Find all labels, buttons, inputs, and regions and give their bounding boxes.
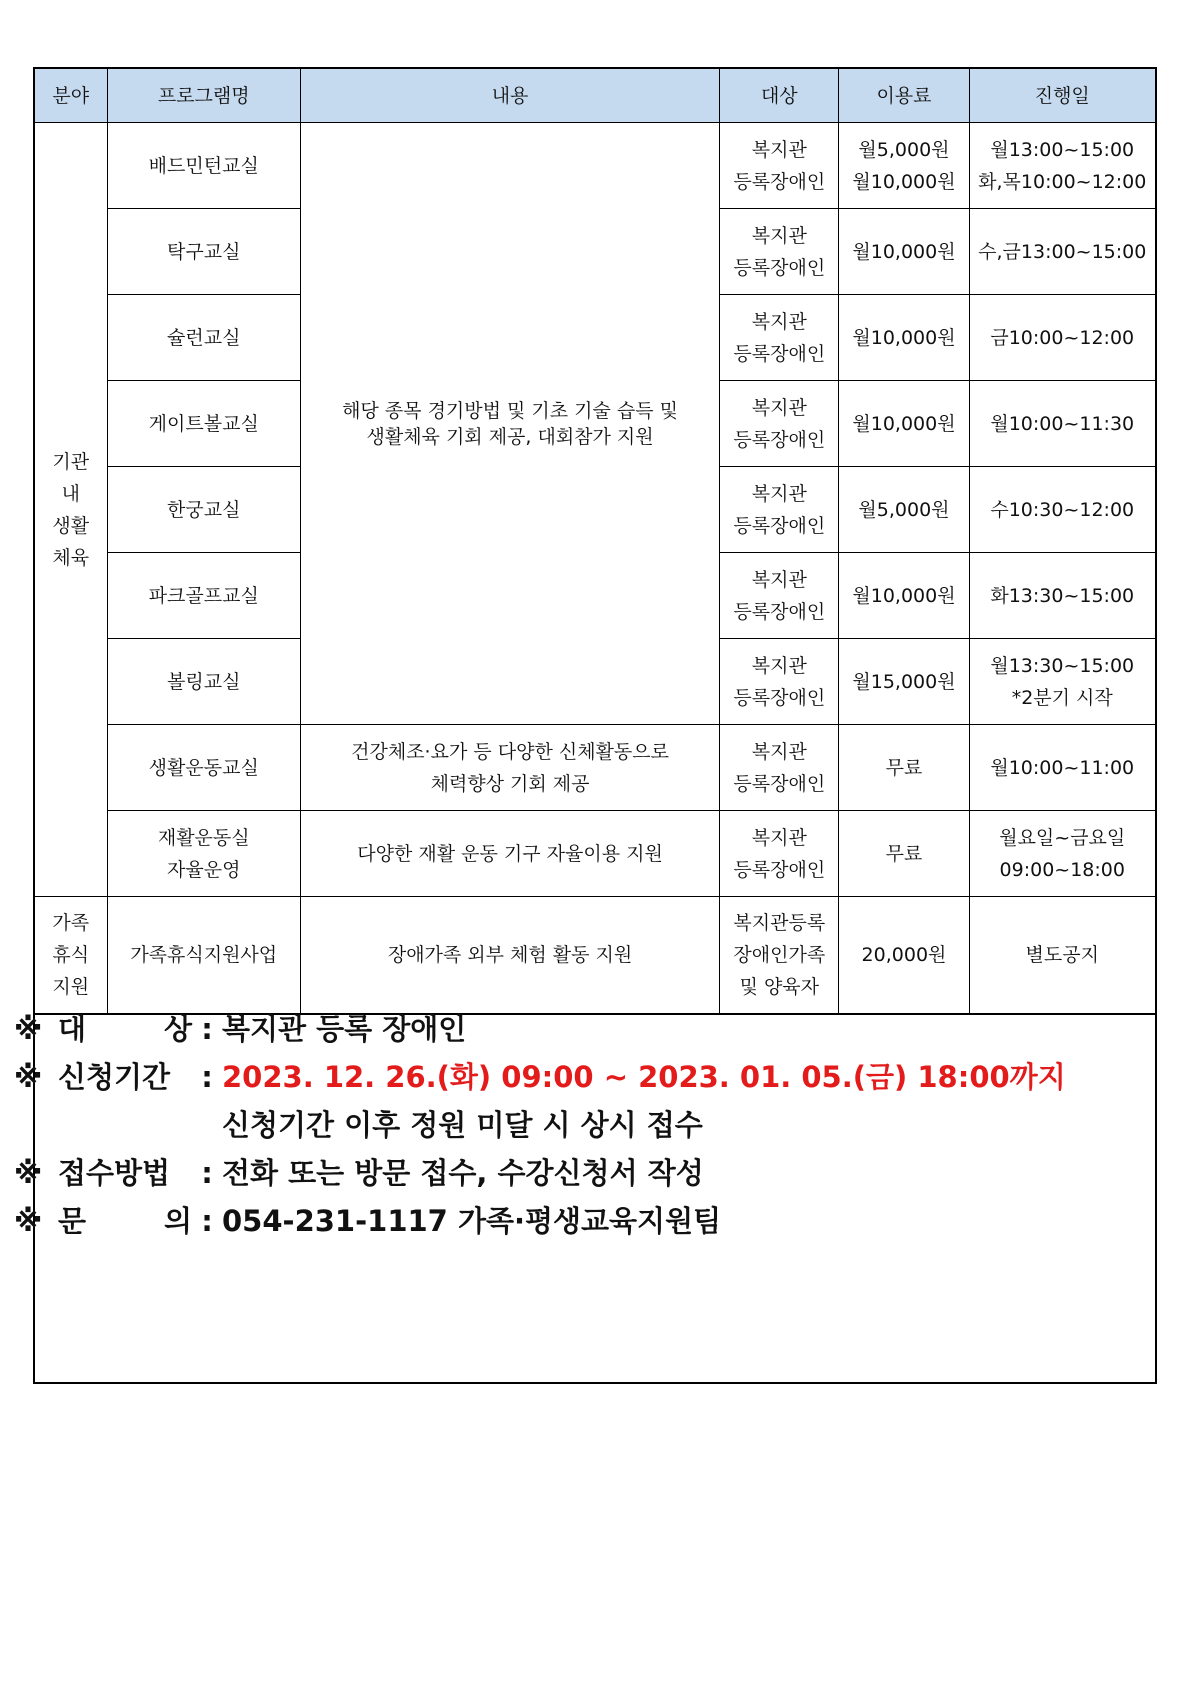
program-name-cell — [107, 553, 300, 639]
schedule-cell — [969, 553, 1155, 639]
schedule-line: 월요일~금요일 — [999, 826, 1126, 849]
schedule-cell — [969, 897, 1155, 1014]
fee-cell — [839, 639, 969, 725]
table-row — [35, 725, 1155, 811]
fee-cell — [839, 811, 969, 897]
reference-mark: ※ — [14, 1060, 43, 1094]
field-line: 내 — [61, 482, 80, 505]
note-label-part: 문 — [58, 1204, 87, 1238]
target-cell — [720, 897, 839, 1014]
fee-line: 월5,000원 — [858, 498, 950, 521]
program-name: 배드민턴교실 — [148, 154, 259, 177]
target-line: 복지관 — [751, 396, 807, 419]
schedule-cell — [969, 639, 1155, 725]
fee-line: 월10,000원 — [852, 326, 956, 349]
fee-cell — [839, 467, 969, 553]
program-name-cell — [107, 811, 300, 897]
fee-cell — [839, 123, 969, 209]
target-line: 등록장애인 — [733, 428, 826, 451]
note-label: 신청기간 — [58, 1060, 171, 1094]
program-name-cell — [107, 897, 300, 1014]
content-cell — [300, 811, 719, 897]
schedule-cell — [969, 811, 1155, 897]
note-target — [14, 1005, 1104, 1053]
target-line: 복지관 — [751, 482, 807, 505]
note-period — [14, 1053, 1104, 1101]
schedule-cell — [969, 123, 1155, 209]
notes-section — [14, 1005, 1104, 1245]
program-name: 생활운동교실 — [148, 756, 259, 779]
schedule-line: 수10:30~12:00 — [990, 498, 1135, 521]
note-colon: : — [201, 1156, 213, 1190]
content-line: 해당 종목 경기방법 및 기초 기술 습득 및 — [342, 399, 679, 422]
schedule-line: 수,금13:00~15:00 — [978, 240, 1147, 263]
fee-line: 월10,000원 — [852, 240, 956, 263]
schedule-cell — [969, 295, 1155, 381]
program-name: 자율운영 — [167, 858, 241, 881]
note-label — [58, 1197, 192, 1245]
content-line: 생활체육 기회 제공, 대회참가 지원 — [366, 425, 654, 448]
inquiry-phone-value: 054-231-1117 가족·평생교육지원팀 — [222, 1204, 722, 1238]
reference-mark: ※ — [14, 1156, 43, 1190]
table-row — [35, 811, 1155, 897]
target-cell — [720, 209, 839, 295]
program-name: 재활운동실 — [157, 826, 250, 849]
target-cell — [720, 811, 839, 897]
program-name: 게이트볼교실 — [148, 412, 259, 435]
note-label: 접수방법 — [58, 1156, 171, 1190]
schedule-cell — [969, 381, 1155, 467]
target-cell — [720, 639, 839, 725]
field-cell-family-rest — [35, 897, 107, 1014]
note-label-part: 상 — [163, 1012, 192, 1046]
note-value: 전화 또는 방문 접수, 수강신청서 작성 — [222, 1156, 704, 1190]
program-name-cell — [107, 209, 300, 295]
target-line: 복지관등록 — [733, 911, 826, 934]
fee-cell — [839, 553, 969, 639]
schedule-line: 별도공지 — [1025, 943, 1099, 966]
target-line: 등록장애인 — [733, 256, 826, 279]
target-line: 복지관 — [751, 310, 807, 333]
schedule-line: 월10:00~11:30 — [990, 412, 1135, 435]
program-name: 볼링교실 — [167, 670, 241, 693]
header-target: 대상 — [720, 69, 839, 123]
fee-cell — [839, 295, 969, 381]
program-name-cell — [107, 295, 300, 381]
schedule-cell — [969, 209, 1155, 295]
target-line: 복지관 — [751, 740, 807, 763]
note-value: 신청기간 이후 정원 미달 시 상시 접수 — [222, 1108, 703, 1142]
fee-cell — [839, 381, 969, 467]
fee-line: 무료 — [885, 842, 923, 865]
schedule-line: 화,목10:00~12:00 — [978, 170, 1147, 193]
reference-mark: ※ — [14, 1012, 43, 1046]
note-colon: : — [201, 1060, 213, 1094]
program-table — [35, 69, 1155, 1015]
application-period-value: 2023. 12. 26.(화) 09:00 ~ 2023. 01. 05.(금) 18:00까지 — [222, 1060, 1066, 1094]
table-row-family-rest — [35, 897, 1155, 1014]
field-cell-in-house-sports — [35, 123, 107, 897]
note-label-part: 대 — [58, 1012, 87, 1046]
field-line: 휴식 — [52, 943, 90, 966]
note-value: 복지관 등록 장애인 — [222, 1012, 467, 1046]
content-cell — [300, 725, 719, 811]
header-program-name: 프로그램명 — [107, 69, 300, 123]
target-cell — [720, 553, 839, 639]
program-name: 슐런교실 — [167, 326, 241, 349]
target-cell — [720, 295, 839, 381]
schedule-cell — [969, 467, 1155, 553]
target-line: 복지관 — [751, 568, 807, 591]
schedule-line: *2분기 시작 — [1011, 686, 1113, 709]
target-line: 장애인가족 — [733, 943, 826, 966]
target-line: 등록장애인 — [733, 170, 826, 193]
header-fee: 이용료 — [839, 69, 969, 123]
note-method — [14, 1149, 1104, 1197]
fee-cell — [839, 725, 969, 811]
target-line: 및 양육자 — [739, 975, 820, 998]
fee-line: 20,000원 — [861, 943, 947, 966]
target-line: 등록장애인 — [733, 514, 826, 537]
field-line: 생활 — [52, 514, 90, 537]
note-label-part: 의 — [163, 1204, 192, 1238]
content-line: 건강체조·요가 등 다양한 신체활동으로 — [351, 740, 669, 763]
fee-line: 월10,000원 — [852, 412, 956, 435]
program-name: 탁구교실 — [167, 240, 241, 263]
target-cell — [720, 123, 839, 209]
schedule-line: 월13:30~15:00 — [990, 654, 1135, 677]
target-cell — [720, 725, 839, 811]
program-name-cell — [107, 639, 300, 725]
program-name-cell — [107, 467, 300, 553]
table-header-row — [35, 69, 1155, 123]
target-line: 복지관 — [751, 654, 807, 677]
program-name-cell — [107, 123, 300, 209]
target-line: 등록장애인 — [733, 858, 826, 881]
content-line: 체력향상 기회 제공 — [430, 772, 590, 795]
target-line: 등록장애인 — [733, 342, 826, 365]
target-cell — [720, 381, 839, 467]
target-line: 복지관 — [751, 138, 807, 161]
target-cell — [720, 467, 839, 553]
field-line: 지원 — [52, 975, 90, 998]
field-line: 가족 — [52, 911, 90, 934]
fee-line: 월10,000원 — [852, 170, 956, 193]
note-colon: : — [201, 1204, 213, 1238]
content-cell — [300, 897, 719, 1014]
schedule-line: 화13:30~15:00 — [990, 584, 1135, 607]
program-name: 한궁교실 — [167, 498, 241, 521]
field-line: 기관 — [52, 450, 90, 473]
schedule-line: 금10:00~12:00 — [990, 326, 1135, 349]
program-name-cell — [107, 725, 300, 811]
schedule-line: 09:00~18:00 — [999, 858, 1125, 881]
schedule-line: 월10:00~11:00 — [990, 756, 1135, 779]
target-line: 등록장애인 — [733, 772, 826, 795]
header-schedule: 진행일 — [969, 69, 1155, 123]
fee-cell — [839, 897, 969, 1014]
header-content: 내용 — [300, 69, 719, 123]
fee-line: 월5,000원 — [858, 138, 950, 161]
fee-line: 무료 — [885, 756, 923, 779]
field-line: 체육 — [52, 546, 90, 569]
target-line: 등록장애인 — [733, 686, 826, 709]
fee-line: 월15,000원 — [852, 670, 956, 693]
program-name: 파크골프교실 — [148, 584, 259, 607]
shared-content-cell — [300, 123, 719, 725]
schedule-cell — [969, 725, 1155, 811]
target-line: 복지관 — [751, 826, 807, 849]
fee-cell — [839, 209, 969, 295]
target-line: 등록장애인 — [733, 600, 826, 623]
note-inquiry — [14, 1197, 1104, 1245]
table-row — [35, 123, 1155, 209]
header-field: 분야 — [35, 69, 107, 123]
target-line: 복지관 — [751, 224, 807, 247]
schedule-line: 월13:00~15:00 — [990, 138, 1135, 161]
content-line: 다양한 재활 운동 기구 자율이용 지원 — [357, 842, 663, 865]
note-label — [58, 1005, 192, 1053]
program-name: 가족휴식지원사업 — [130, 943, 278, 966]
note-colon: : — [201, 1012, 213, 1046]
fee-line: 월10,000원 — [852, 584, 956, 607]
reference-mark: ※ — [14, 1204, 43, 1238]
program-name-cell — [107, 381, 300, 467]
note-period-extra — [14, 1101, 1104, 1149]
content-line: 장애가족 외부 체험 활동 지원 — [387, 943, 633, 966]
